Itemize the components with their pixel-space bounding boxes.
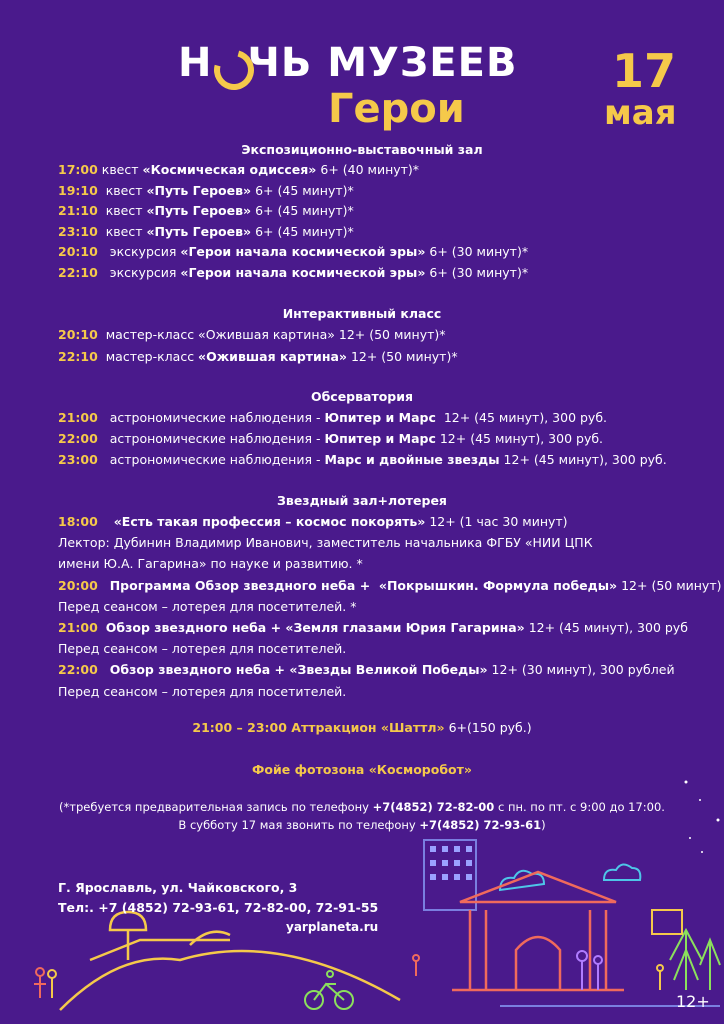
date-month: мая	[604, 93, 677, 133]
row-time: 20:10	[58, 244, 98, 259]
row-time: 20:10	[58, 327, 98, 342]
row-time: 19:10	[58, 182, 98, 198]
row-post: 12+ (45 минут), 300 руб.	[499, 452, 667, 467]
row-bold: «Путь Героев»	[146, 182, 252, 198]
stars-decor	[685, 781, 720, 854]
row-bold: «Герои начала космической эры»	[180, 264, 426, 280]
trees-decor	[670, 930, 720, 990]
row-pre: квест	[97, 182, 147, 198]
section-title-expo: Экспозиционно-выставочный зал	[241, 142, 483, 157]
title-letter: Н	[178, 40, 213, 86]
row-post: 12+ (50 минут)*	[346, 348, 458, 364]
date-day: 17	[612, 44, 677, 98]
section-title-interactive: Интерактивный класс	[282, 306, 442, 321]
row-time: 23:00	[58, 452, 98, 467]
row-pre: квест	[97, 162, 143, 177]
section-title-observatory: Обсерватория	[310, 389, 414, 404]
age-rating-badge: 12+	[676, 992, 710, 1011]
website-link[interactable]: yarplaneta.ru	[286, 920, 379, 934]
row-time: 22:10	[58, 348, 98, 364]
row-time: 22:00	[58, 431, 98, 446]
row-post: 6+ (45 минут)*	[251, 223, 354, 239]
row-time: 23:10	[58, 223, 98, 239]
row-bold: Обзор звездного неба + «Земля глазами Юрия Гагарина»	[105, 620, 525, 635]
row-post: 12+ (45 минут), 300 руб	[524, 620, 688, 635]
row-post: 12+ (45 минут), 300 руб.	[435, 431, 604, 446]
row-time: 18:00	[58, 514, 98, 529]
row-time: 17:00	[58, 162, 98, 177]
booking-note-line1: (*требуется предварительная запись по телефону +7(4852) 72-82-00 с пн. по пт. с 9:00 до 17:00.	[59, 800, 665, 814]
row-bold: Программа Обзор звездного неба + «Покрышкин. Формула победы»	[109, 577, 618, 593]
title-rest: ЧЬ МУЗЕЕВ	[247, 40, 518, 86]
row-pre: астрономические наблюдения -	[97, 452, 325, 467]
row-bold: «Герои начала космической эры»	[180, 244, 426, 259]
row-time: 20:00	[58, 577, 98, 593]
row-bold: «Есть такая профессия – космос покорять»	[113, 514, 426, 529]
row-post: 12+ (50 минут)	[617, 577, 722, 593]
row-pre: имени Ю.А. Гагарина» по науке и развитию. *	[58, 556, 363, 572]
row-bold: Юпитер и Марс	[324, 410, 436, 425]
row-bold: «Космическая одиссея»	[142, 162, 317, 177]
attraction-line: 21:00 – 23:00 Аттракцион «Шаттл» 6+(150 руб.)	[192, 720, 532, 735]
row-pre: Перед сеансом – лотерея для посетителей.	[58, 641, 347, 657]
row-pre: мастер-класс «Ожившая картина» 12+ (50 минут)*	[97, 327, 446, 342]
row-time: 22:00	[58, 662, 98, 678]
address: Г. Ярославль, ул. Чайковского, 3	[58, 880, 298, 895]
row-post: 6+ (40 минут)*	[316, 162, 420, 177]
cyclist-icon	[305, 971, 353, 1009]
phones: Тел:. +7 (4852) 72-93-61, 72-82-00, 72-91-55	[58, 900, 379, 915]
row-pre: экскурсия	[97, 244, 181, 259]
row-pre: астрономические наблюдения -	[97, 431, 325, 446]
row-post: 6+ (45 минут)*	[251, 203, 354, 218]
event-subtitle: Герои	[328, 86, 465, 132]
row-time: 22:10	[58, 264, 98, 280]
row-bold: Обзор звездного неба + «Звезды Великой Победы»	[109, 662, 488, 678]
booking-note-line2: В субботу 17 мая звонить по телефону +7(4852) 72-93-61)	[178, 818, 546, 832]
row-bold: «Путь Героев»	[146, 203, 252, 218]
row-time: 21:10	[58, 203, 98, 218]
row-time: 21:00	[58, 620, 98, 635]
row-time: 21:00	[58, 410, 98, 425]
row-post: 12+ (45 минут), 300 руб.	[435, 410, 608, 425]
row-post: 6+ (30 минут)*	[425, 264, 529, 280]
photozone-line: Фойе фотозона «Косморобот»	[252, 762, 472, 777]
row-post: 12+ (1 час 30 минут)	[425, 514, 568, 529]
row-pre: квест	[97, 203, 147, 218]
row-post: 6+ (45 минут)*	[251, 182, 354, 198]
row-post: 12+ (30 минут), 300 рублей	[487, 662, 675, 678]
row-bold: Марс и двойные звезды	[324, 452, 500, 467]
row-pre: мастер-класс	[97, 348, 199, 364]
section-title-stars: Звездный зал+лотерея	[277, 493, 447, 508]
row-bold: «Путь Героев»	[146, 223, 252, 239]
row-post: 6+ (30 минут)*	[425, 244, 529, 259]
row-pre: Перед сеансом – лотерея для посетителей. *	[58, 598, 357, 614]
row-pre: экскурсия	[97, 264, 181, 280]
row-pre: Перед сеансом – лотерея для посетителей.	[58, 683, 347, 699]
row-bold: «Ожившая картина»	[198, 348, 347, 364]
row-pre: Лектор: Дубинин Владимир Иванович, заместитель начальника ФГБУ «НИИ ЦПК	[58, 535, 593, 551]
row-bold: Юпитер и Марс	[324, 431, 436, 446]
row-pre: астрономические наблюдения -	[97, 410, 325, 425]
row-pre: квест	[97, 223, 147, 239]
